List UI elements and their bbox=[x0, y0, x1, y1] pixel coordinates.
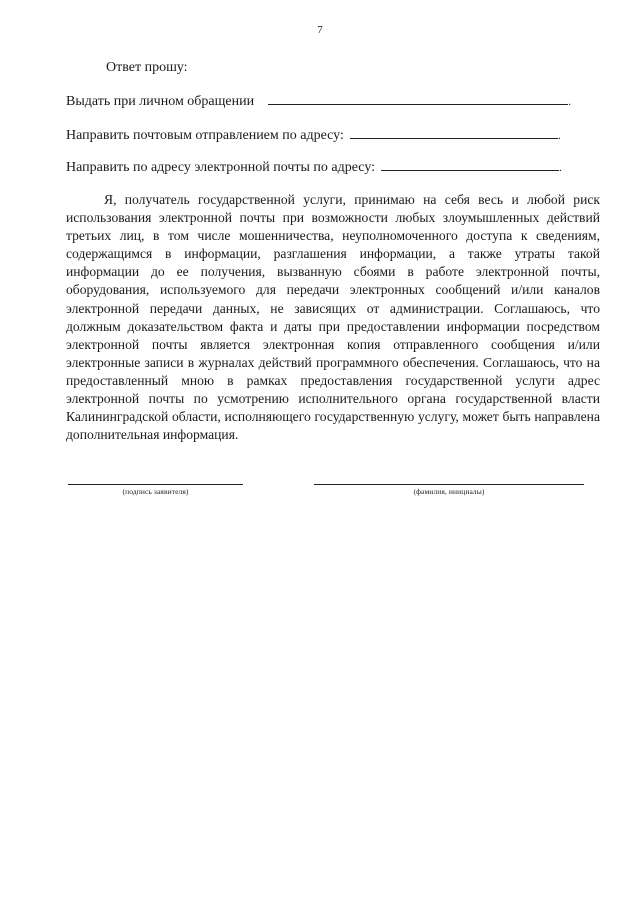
option-email-blank bbox=[381, 158, 559, 171]
option-postal-mail bbox=[66, 126, 596, 144]
option-postal-mail-label: Направить почтовым отправлением по адресу: bbox=[66, 128, 344, 143]
option-postal-mail-end: . bbox=[557, 128, 561, 142]
option-personal-pickup-blank bbox=[268, 92, 568, 105]
option-personal-pickup-end: . bbox=[568, 94, 572, 108]
option-personal-pickup bbox=[66, 92, 596, 110]
option-email-end: . bbox=[559, 160, 563, 174]
page-number: 7 bbox=[317, 24, 323, 36]
name-initials-line bbox=[314, 478, 584, 485]
applicant-signature-line bbox=[68, 478, 243, 485]
name-initials-field bbox=[314, 478, 584, 496]
name-initials-caption: (фамилия, инициалы) bbox=[413, 487, 485, 496]
consent-paragraph: Я, получатель государственной услуги, принимаю на себя весь и любой риск использования электронной почты при возможности любых злоумышленных действий третьих лиц, в том числе мошенничества, неуполномоченного доступа к сведениям, содержащимся в информации, разглашения информации, а также утраты такой информации до ее получения, вызванную сбоями в работе электронной почты, оборудования, используемого для передачи электронных сообщений и/или каналов электронной передачи данных, не зависящих от администрации. Соглашаюсь, что должным доказательством факта и даты при предоставлении информации посредством электронной почты является электронная копия отправленного сообщения и/или электронные записи в журналах действий программного обеспечения. Соглашаюсь, что на предоставленный мною в рамках предоставления государственной услуги адрес электронной почты по усмотрению исполнительного органа государственной власти Калининградской области, исполняющего государственную услугу, может быть направлена дополнительная информация. bbox=[66, 192, 600, 443]
applicant-signature-field bbox=[68, 478, 243, 496]
applicant-signature-caption: (подпись заявителя) bbox=[122, 487, 189, 496]
option-email-label: Направить по адресу электронной почты по адресу: bbox=[66, 160, 376, 175]
answer-heading: Ответ прошу: bbox=[106, 60, 188, 75]
option-personal-pickup-label: Выдать при личном обращении bbox=[66, 94, 255, 109]
option-postal-mail-blank bbox=[350, 126, 558, 139]
option-email bbox=[66, 158, 596, 176]
